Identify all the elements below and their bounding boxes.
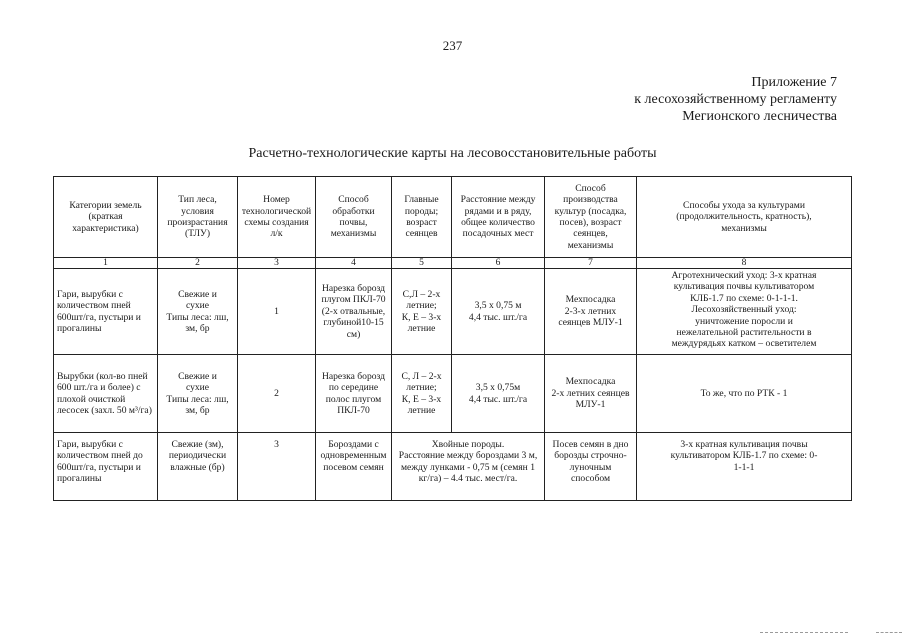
column-number: 4 bbox=[316, 258, 392, 269]
cell-text-line: кг/га) – 4.4 тыс. мест/га. bbox=[418, 473, 518, 485]
cell-text-line: Категории земель bbox=[69, 199, 142, 211]
cell-text-line: посев), возраст bbox=[559, 217, 622, 228]
cell-text-line: С, Л – 2-х bbox=[401, 370, 442, 382]
forest-type-cell bbox=[158, 433, 238, 501]
document-title: Расчетно-технологические карты на лесовосстановительные работы bbox=[248, 146, 657, 161]
planting-method-cell bbox=[545, 269, 637, 355]
column-number: 2 bbox=[158, 258, 238, 269]
soil-treatment-cell bbox=[316, 433, 392, 501]
footer-divider bbox=[760, 632, 848, 633]
cell-text-line: (краткая bbox=[88, 211, 123, 223]
cell-text-line: борозды строчно- bbox=[554, 450, 627, 462]
cell-text-line: способом bbox=[570, 473, 611, 485]
cell-text-line: летние bbox=[407, 322, 436, 334]
spacing-cell bbox=[452, 355, 545, 433]
column-number: 3 bbox=[238, 258, 316, 269]
column-number: 8 bbox=[637, 258, 852, 269]
forest-type-cell bbox=[158, 269, 238, 355]
cell-text-line: Мехпосадка bbox=[565, 376, 616, 388]
planting-method-cell bbox=[545, 355, 637, 433]
cell-text-line: периодически bbox=[168, 450, 227, 462]
cell-text-line: 3,5 х 0,75м bbox=[475, 382, 521, 394]
header-cell bbox=[545, 177, 637, 258]
care-methods-cell bbox=[637, 269, 852, 355]
cell-text-line: механизмы bbox=[567, 239, 614, 251]
cell-text-line: прогалины bbox=[57, 322, 102, 334]
cell-text-line: условия bbox=[181, 205, 214, 217]
cell-text-line: Мехпосадка bbox=[565, 294, 616, 306]
cell-text-line: сеянцев МЛУ-1 bbox=[558, 317, 623, 329]
cell-text-line: междурядьях катком – осветителем bbox=[671, 338, 817, 350]
species-cell bbox=[392, 355, 452, 433]
cell-text-line: С,Л – 2-х bbox=[402, 288, 441, 300]
appendix-reference bbox=[634, 74, 837, 125]
column-number: 1 bbox=[54, 258, 158, 269]
cell-text-line: 4,4 тыс. шт./га bbox=[468, 311, 528, 323]
care-methods-cell bbox=[637, 355, 852, 433]
cell-text-line: ПКЛ-70 bbox=[337, 404, 370, 416]
header-cell bbox=[637, 177, 852, 258]
cell-text-line: почвы, bbox=[339, 217, 368, 228]
cell-text-line: Гари, вырубки с bbox=[57, 439, 123, 450]
planting-method-cell bbox=[545, 433, 637, 501]
cell-text-line: Нарезка борозд bbox=[321, 282, 386, 294]
cell-text-line: см) bbox=[346, 328, 361, 340]
cell-text-line: общее количество bbox=[461, 217, 535, 228]
cell-text-line: глубиной10-15 bbox=[323, 317, 384, 329]
cell-text-line: 1-1-1 bbox=[733, 461, 755, 473]
cell-text-line: Гари, вырубки с bbox=[57, 288, 123, 300]
column-number: 5 bbox=[392, 258, 452, 269]
cell-text-line: механизмы bbox=[330, 228, 377, 240]
cell-text-line: количеством пней bbox=[57, 300, 131, 312]
cell-text-line: влажные (бр) bbox=[170, 461, 225, 473]
header-cell bbox=[158, 177, 238, 258]
cell-text-line: КЛБ-1.7 по схеме: 0-1-1-1. bbox=[690, 292, 798, 304]
cell-text-line: полос плугом bbox=[325, 393, 382, 405]
cell-text-line: возраст bbox=[406, 217, 437, 228]
land-category-cell bbox=[54, 433, 158, 501]
cell-text-line: Расстояние между бороздами 3 м, bbox=[398, 450, 538, 462]
appendix-line: Приложение 7 bbox=[751, 75, 837, 90]
cell-text-line: К, Е – 3-х bbox=[401, 311, 442, 323]
cell-text-line: плохой очисткой bbox=[57, 393, 126, 405]
cell-text-line: Свежие и bbox=[178, 370, 217, 382]
scheme-number-cell: 3 bbox=[238, 433, 316, 501]
cell-text-line: 600 шт./га и более) с bbox=[57, 382, 141, 394]
table-row bbox=[54, 269, 852, 355]
cell-text-line: Вырубки (кол-во пней bbox=[57, 370, 148, 382]
page-number: 237 bbox=[442, 38, 463, 53]
cell-text-line: Расстояние между bbox=[460, 194, 536, 206]
column-number: 6 bbox=[452, 258, 545, 269]
cell-text-line: л/к bbox=[270, 228, 283, 240]
cell-text-line: Свежие и bbox=[178, 288, 217, 300]
forest-type-cell bbox=[158, 355, 238, 433]
technology-cards-table bbox=[53, 176, 852, 501]
scheme-number-cell: 2 bbox=[238, 355, 316, 433]
table-header-row bbox=[54, 177, 852, 258]
soil-treatment-cell bbox=[316, 269, 392, 355]
cell-text-line: (продолжительность, кратность), bbox=[676, 211, 812, 223]
appendix-line: к лесохозяйственному регламенту bbox=[634, 92, 837, 107]
cell-text-line: Тип леса, bbox=[178, 194, 217, 206]
cell-text-line: культур (посадка, bbox=[554, 205, 627, 217]
cell-text-line: рядами и в ряду, bbox=[464, 205, 532, 217]
cell-text-line: прогалины bbox=[57, 473, 102, 485]
cell-text-line: нежелательной растительности в bbox=[676, 327, 812, 339]
cell-text-line: (2-х отвальные, bbox=[321, 305, 386, 317]
cell-text-line: уничтожение поросли и bbox=[695, 315, 793, 327]
appendix-line: Мегионского лесничества bbox=[682, 109, 837, 124]
spacing-cell bbox=[452, 269, 545, 355]
cell-text-line: 3,5 х 0,75 м bbox=[474, 300, 522, 312]
cell-text-line: породы; bbox=[404, 205, 439, 217]
header-cell bbox=[316, 177, 392, 258]
cell-text-line: Свежие (зм), bbox=[171, 439, 224, 450]
cell-text-line: 2-3-х летних bbox=[564, 305, 617, 317]
cell-text-line: Способ bbox=[575, 182, 606, 194]
cell-text-line: Хвойные породы. bbox=[431, 439, 505, 450]
cell-text-line: Агротехнический уход: 3-х кратная bbox=[671, 270, 817, 281]
cell-text-line: Способы ухода за культурами bbox=[683, 199, 805, 211]
cell-text-line: МЛУ-1 bbox=[575, 399, 606, 411]
cell-text-line: механизмы bbox=[721, 222, 767, 234]
cell-text-line: культивация почвы культиватором bbox=[673, 281, 815, 293]
cell-text-line: Способ bbox=[338, 194, 369, 206]
column-number-row bbox=[54, 258, 852, 269]
cell-text-line: количеством пней до bbox=[57, 450, 143, 462]
cell-text-line: Посев семян в дно bbox=[552, 439, 629, 450]
cell-text-line: зм, бр bbox=[185, 404, 210, 416]
species-cell bbox=[392, 269, 452, 355]
cell-text-line: летние; bbox=[406, 300, 437, 312]
cell-text-line: производства bbox=[563, 194, 618, 206]
cell-text-line: 2-х летних сеянцев bbox=[551, 387, 630, 399]
footer-divider bbox=[876, 632, 902, 633]
cell-text-line: сеянцев, bbox=[573, 228, 608, 240]
column-number: 7 bbox=[545, 258, 637, 269]
cell-text-line: 4,4 тыс. шт./га bbox=[468, 393, 528, 405]
table-row bbox=[54, 355, 852, 433]
header-cell bbox=[54, 177, 158, 258]
cell-text-line: посевом семян bbox=[323, 461, 384, 473]
header-cell bbox=[452, 177, 545, 258]
cell-text-line: Типы леса: лш, bbox=[166, 393, 229, 405]
cell-text-line: Нарезка борозд bbox=[321, 370, 386, 382]
species-spacing-cell bbox=[392, 433, 545, 501]
soil-treatment-cell bbox=[316, 355, 392, 433]
cell-text-line: между лунками - 0,75 м (семян 1 bbox=[400, 461, 536, 473]
cell-text-line: технологической bbox=[241, 205, 312, 217]
cell-text-line: произрастания bbox=[167, 217, 228, 228]
cell-text-line: летние; bbox=[406, 382, 437, 394]
cell-text-line: (ТЛУ) bbox=[184, 228, 211, 240]
cell-text-line: 3-х кратная культивация почвы bbox=[680, 439, 808, 450]
land-category-cell bbox=[54, 269, 158, 355]
cell-text-line: лесосек (захл. 50 м³/га) bbox=[57, 404, 152, 416]
cell-text-line: обработки bbox=[332, 205, 375, 217]
cell-text-line: по середине bbox=[328, 382, 379, 394]
scheme-number-cell: 1 bbox=[238, 269, 316, 355]
cell-text-line: сухие bbox=[185, 382, 210, 394]
cell-text-line: Лесохозяйственный уход: bbox=[691, 304, 797, 316]
care-methods-cell bbox=[637, 433, 852, 501]
cell-text-line: зм, бр bbox=[185, 322, 210, 334]
cell-text-line: То же, что по РТК - 1 bbox=[700, 387, 788, 399]
table-row bbox=[54, 433, 852, 501]
cell-text-line: плугом ПКЛ-70 bbox=[321, 294, 386, 306]
cell-text-line: одновременным bbox=[320, 450, 387, 462]
header-cell bbox=[392, 177, 452, 258]
cell-text-line: схемы создания bbox=[244, 217, 309, 228]
cell-text-line: сеянцев bbox=[405, 228, 438, 240]
cell-text-line: луночным bbox=[569, 461, 612, 473]
cell-text-line: 600шт/га, пустыри и bbox=[57, 461, 141, 473]
cell-text-line: К, Е – 3-х bbox=[401, 393, 442, 405]
cell-text-line: летние bbox=[407, 404, 436, 416]
cell-text-line: сухие bbox=[185, 300, 210, 312]
cell-text-line: Главные bbox=[404, 194, 439, 206]
land-category-cell bbox=[54, 355, 158, 433]
cell-text-line: характеристика) bbox=[72, 222, 139, 234]
cell-text-line: Типы леса: лш, bbox=[166, 311, 229, 323]
cell-text-line: Бороздами с bbox=[328, 439, 379, 450]
header-cell bbox=[238, 177, 316, 258]
cell-text-line: Номер bbox=[263, 194, 290, 206]
cell-text-line: посадочных мест bbox=[462, 228, 534, 240]
cell-text-line: культиватором КЛБ-1.7 по схеме: 0- bbox=[670, 450, 818, 462]
cell-text-line: 600шт/га, пустыри и bbox=[57, 311, 141, 323]
